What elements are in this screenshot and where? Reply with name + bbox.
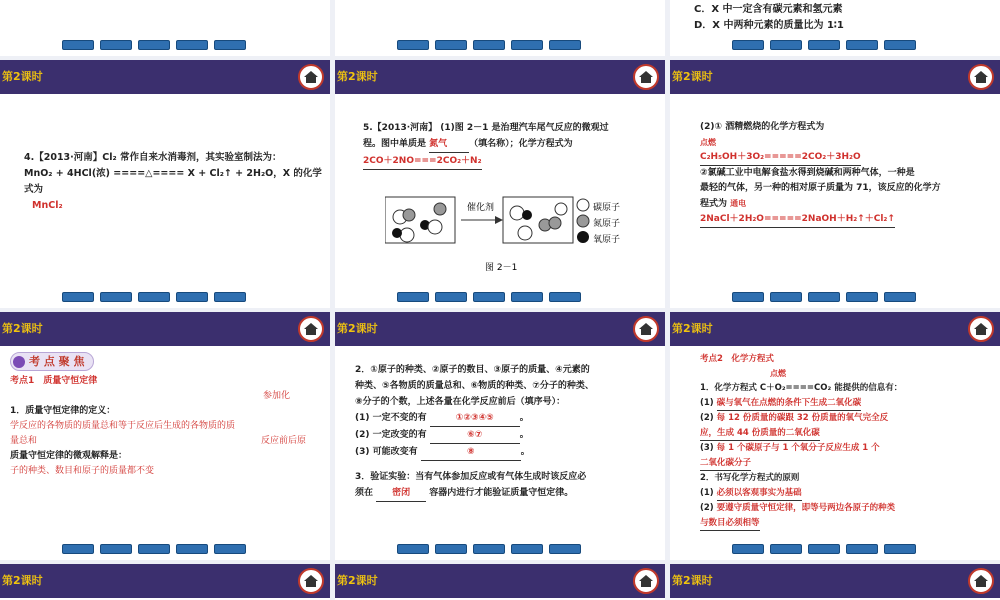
nav-button[interactable] [473,292,505,302]
question-4: 4.【2013·河南】Cl₂ 常作自来水消毒剂，其实验室制法为： [24,152,282,163]
nitrogen-atom [549,217,561,229]
home-button[interactable] [968,64,994,90]
nav-button[interactable] [62,292,94,302]
bullet-icon [13,356,25,368]
equation-1: C₂H₅OH＋3O₂=====2CO₂＋3H₂O [700,150,861,166]
nav-button[interactable] [214,292,246,302]
slide-header [0,312,330,346]
nav-button[interactable] [214,544,246,554]
nav-button[interactable] [397,544,429,554]
home-icon [638,321,654,337]
nav-bar [397,544,581,554]
focus-badge: 考 点 聚 焦 [10,352,94,371]
nav-bar [732,544,916,554]
home-button[interactable] [298,568,324,594]
answer-blank: 氮气 [429,136,469,153]
nav-bar [397,292,581,302]
lesson-label: 第2课时 [337,574,378,587]
lesson-label: 第2课时 [2,70,43,83]
nav-button[interactable] [435,544,467,554]
section-heading: 考点1 质量守恒定律 [10,375,98,386]
catalyst-label: 催化剂 [467,203,495,213]
nav-button[interactable] [511,292,543,302]
equation-2: 2NaCl＋2H₂O=====2NaOH＋H₂↑＋Cl₂↑ [700,212,895,228]
nav-button[interactable] [397,40,429,50]
home-button[interactable] [298,64,324,90]
home-icon [973,321,989,337]
slide-6: 第2课时 (2)① 酒精燃烧的化学方程式为 点燃 C₂H₅OH＋3O₂=====2CO₂＋3H₂O ②氯碱工业中电解食盐水得到烧碱和两种气体，一种是 最轻的气体，另一种的相对原子质量为 71，该反应的化学方 程式为 通电 2NaCl＋2H₂O=====2NaOH＋H₂↑＋Cl₂↑ [670,60,1000,308]
option-c: C．X 中一定含有碳元素和氢元素 [694,4,843,15]
slide-header [0,60,330,94]
nav-button[interactable] [884,40,916,50]
home-icon [638,69,654,85]
nav-button[interactable] [770,544,802,554]
oxygen-atom [428,220,442,234]
lesson-label: 第2课时 [337,70,378,83]
nav-button[interactable] [176,292,208,302]
home-button[interactable] [633,316,659,342]
lesson-label: 第2课时 [337,322,378,335]
question-5: 5.【2013·河南】 (1)图 2－1 是治理汽车尾气反应的微观过 [363,123,609,133]
nav-bar [62,40,246,50]
nitrogen-atom [434,203,446,215]
question-2-1: (2)① 酒精燃烧的化学方程式为 [700,122,825,132]
nav-bar [397,40,581,50]
answer: MnCl₂ [32,200,63,211]
nav-button[interactable] [176,40,208,50]
nav-button[interactable] [138,292,170,302]
home-button[interactable] [298,316,324,342]
slide-9: 第2课时 考点2 化学方程式 点燃 1．化学方程式 C＋O₂====CO₂ 能提供的信息有： (1) 碳与氧气在点燃的条件下生成二氧化碳 (2) 每 12 份质量的碳跟 32 份质量的氧气完全反 应，生成 44 份质量的二氧化碳 (3) 每 1 个碳原子与 1 个氧分子反应生成 1 个 二氧化碳分子 2．书写化学方程式的原则 (1) 必须以客观事实为基础 (2) 要遵守质量守恒定律，即等号两边各原子的种类 与数目必须相等 [670,312,1000,560]
lesson-label: 第2课时 [672,322,713,335]
nav-button[interactable] [138,40,170,50]
nav-button[interactable] [473,544,505,554]
slide-12-top [670,564,1000,600]
nav-button[interactable] [397,292,429,302]
nav-bar [732,292,916,302]
nav-button[interactable] [884,544,916,554]
nav-button[interactable] [511,544,543,554]
nav-button[interactable] [732,544,764,554]
nav-button[interactable] [846,544,878,554]
slide-header [335,564,665,598]
home-button[interactable] [633,64,659,90]
slide-2-bottom [335,0,665,56]
nav-button[interactable] [100,40,132,50]
nav-button[interactable] [846,292,878,302]
nav-button[interactable] [176,544,208,554]
home-button[interactable] [968,316,994,342]
nav-button[interactable] [732,40,764,50]
nav-button[interactable] [808,544,840,554]
slide-8: 第2课时 2．①原子的种类、②原子的数目、③原子的质量、④元素的 种类、⑤各物质的质量总和、⑥物质的种类、⑦分子的种类、 ⑧分子的个数，上述各量在化学反应前后（填序号）： (1) 一定不变的有 ①②③④⑤ 。 (2) 一定改变的有 ⑥⑦ 。 (3) 可能改变有 ⑧ 。 3．验证实验：当有气体参加反应或有气体生成时该反应必 须在 密闭 容器内进行才能验证质量守恒定律。 [335,312,665,560]
nav-button[interactable] [435,292,467,302]
option-d: D．X 中两种元素的质量比为 1∶1 [694,20,844,31]
lesson-label: 第2课时 [672,70,713,83]
nav-bar [62,292,246,302]
home-icon [303,321,319,337]
nav-button[interactable] [100,292,132,302]
nav-button[interactable] [884,292,916,302]
figure-caption: 图 2－1 [485,263,518,273]
nav-button[interactable] [549,544,581,554]
slide-4 [0,60,330,308]
nav-button[interactable] [770,292,802,302]
slide-header [335,60,665,94]
slide-11-top [335,564,665,600]
slide-5: 第2课时 5.【2013·河南】 (1)图 2－1 是治理汽车尾气反应的微观过 程。图中单质是 氮气 （填名称）；化学方程式为 2CO＋2NO===2CO₂＋N₂ 催化剂 碳原子 氮原子 氧原子 图 2－1 [335,60,665,308]
carbon-atom [522,210,532,220]
nav-button[interactable] [435,40,467,50]
nav-button[interactable] [808,292,840,302]
oxygen-atom [400,228,414,242]
lesson-label: 第2课时 [672,574,713,587]
oxygen-atom [510,206,524,220]
slide-header [670,564,1000,598]
question-2-2: ②氯碱工业中电解食盐水得到烧碱和两种气体，一种是 [700,168,915,178]
nav-bar [732,40,916,50]
nav-button[interactable] [770,40,802,50]
nav-button[interactable] [473,40,505,50]
nav-button[interactable] [732,292,764,302]
legend-oxygen-marker [577,199,589,211]
nav-bar [62,544,246,554]
home-icon [303,69,319,85]
nav-button[interactable] [549,40,581,50]
home-icon [303,573,319,589]
oxygen-atom [555,203,567,215]
legend-nitrogen-marker [577,215,589,227]
condition-ignite: 点燃 [700,138,716,147]
nitrogen-atom [403,209,415,221]
condition-electric: 通电 [730,199,747,208]
home-icon [638,573,654,589]
home-icon [973,69,989,85]
nav-button[interactable] [100,544,132,554]
slide-header [670,312,1000,346]
home-button[interactable] [633,568,659,594]
nav-button[interactable] [808,40,840,50]
home-button[interactable] [968,568,994,594]
carbon-atom [392,228,402,238]
home-icon [973,573,989,589]
lesson-label: 第2课时 [2,322,43,335]
equation-answer: 2CO＋2NO===2CO₂＋N₂ [363,153,482,170]
lesson-label: 第2课时 [2,574,43,587]
nav-button[interactable] [511,40,543,50]
slide-header [335,312,665,346]
nav-button[interactable] [846,40,878,50]
slide-3-bottom [670,0,1000,56]
diagram-legend: 碳原子 氮原子 氧原子 [593,203,621,245]
slide-header [0,564,330,598]
nav-button[interactable] [62,544,94,554]
legend-carbon-marker [577,231,589,243]
slide-7: 第2课时 考 点 聚 焦 考点1 质量守恒定律 参加化 1．质量守恒定律的定义： 学反应的各物质的质量总和等于反应后生成的各物质的质 量总和 反应前后原 质量守恒定律的微观解释是： 子的种类、数目和原子的质量都不变 [0,312,330,560]
oxygen-atom [518,226,532,240]
nav-button[interactable] [214,40,246,50]
slide-header [670,60,1000,94]
slide-10-top [0,564,330,600]
slide-1-bottom [0,0,330,56]
nav-button[interactable] [62,40,94,50]
equation: MnO₂ + 4HCl(浓) ====△==== X + Cl₂↑ + 2H₂O，X 的化学式为 [24,168,322,195]
nav-button[interactable] [549,292,581,302]
nav-button[interactable] [138,544,170,554]
